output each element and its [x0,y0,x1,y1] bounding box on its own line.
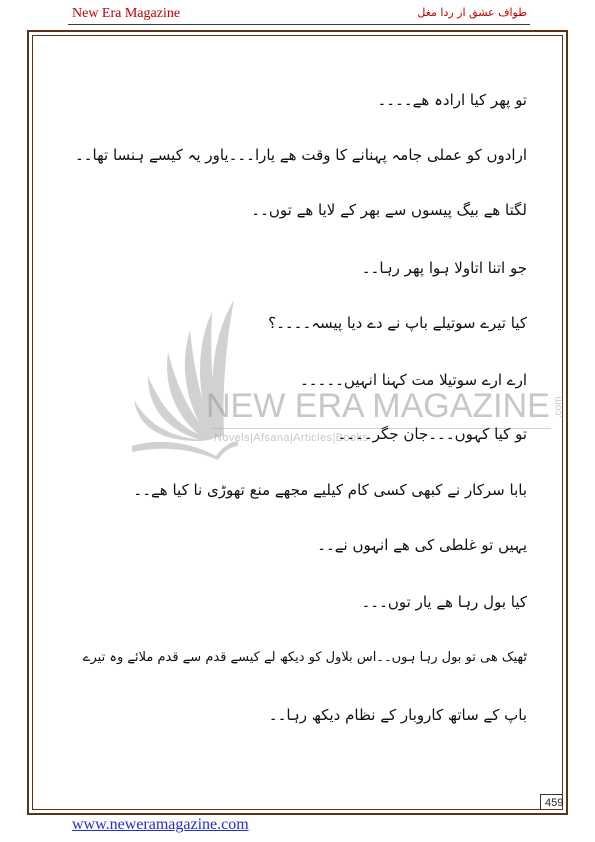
text-line: بابا سرکار نے کبھی کسی کام کیلیے مجھے منع تھوڑی نا کیا ھے۔۔ [133,481,527,499]
text-line: کیا تیرے سوتیلے باپ نے دے دیا پیسہ۔۔۔۔؟ [268,314,527,332]
magazine-name: New Era Magazine [72,6,181,21]
text-line: ارادوں کو عملی جامہ پہنانے کا وقت ھے یارا۔۔۔یاور یہ کیسے ہنسا تھا۔۔ [74,146,527,164]
page-number: 459 [545,797,564,809]
text-line: یہیں تو غلطی کی ھے انہوں نے۔۔ [317,536,527,554]
watermark-tagline: Novels|Afsana|Articles|Books [214,432,369,444]
novel-title: طواف عشق از ردا مغل [417,6,527,19]
page-number-rule [540,794,563,795]
text-line: ارے ارے سوتیلا مت کہنا انہیں۔۔۔۔۔ [299,371,527,389]
text-line: ٹھیک ھی تو بول رہا ہوں۔۔اس بلاول کو دیکھ لے کیسے قدم سے قدم ملائے وہ تیرے [82,650,527,665]
website-link[interactable]: www.neweramagazine.com [72,816,249,833]
text-line: لگتا ھے بیگ پیسوں سے بھر کے لایا ھے توں۔۔ [251,201,527,219]
watermark-domain-suffix: .com [553,396,564,418]
text-line: تو کیا کہوں۔۔۔جان جگر۔۔۔۔ [337,425,527,443]
header-divider [68,24,530,25]
page-number-rule [540,794,541,810]
text-line: تو پھر کیا ارادہ ھے۔۔۔۔ [377,91,527,109]
watermark-title: NEW ERA MAGAZINE [206,387,550,425]
text-line: باپ کے ساتھ کاروبار کے نظام دیکھ رہا۔۔ [268,706,527,724]
text-line: کیا بول رہا ھے یار توں۔۔۔ [361,593,527,611]
text-line: جو اتنا اتاولا ہوا پھر رہا۔۔ [361,259,527,277]
